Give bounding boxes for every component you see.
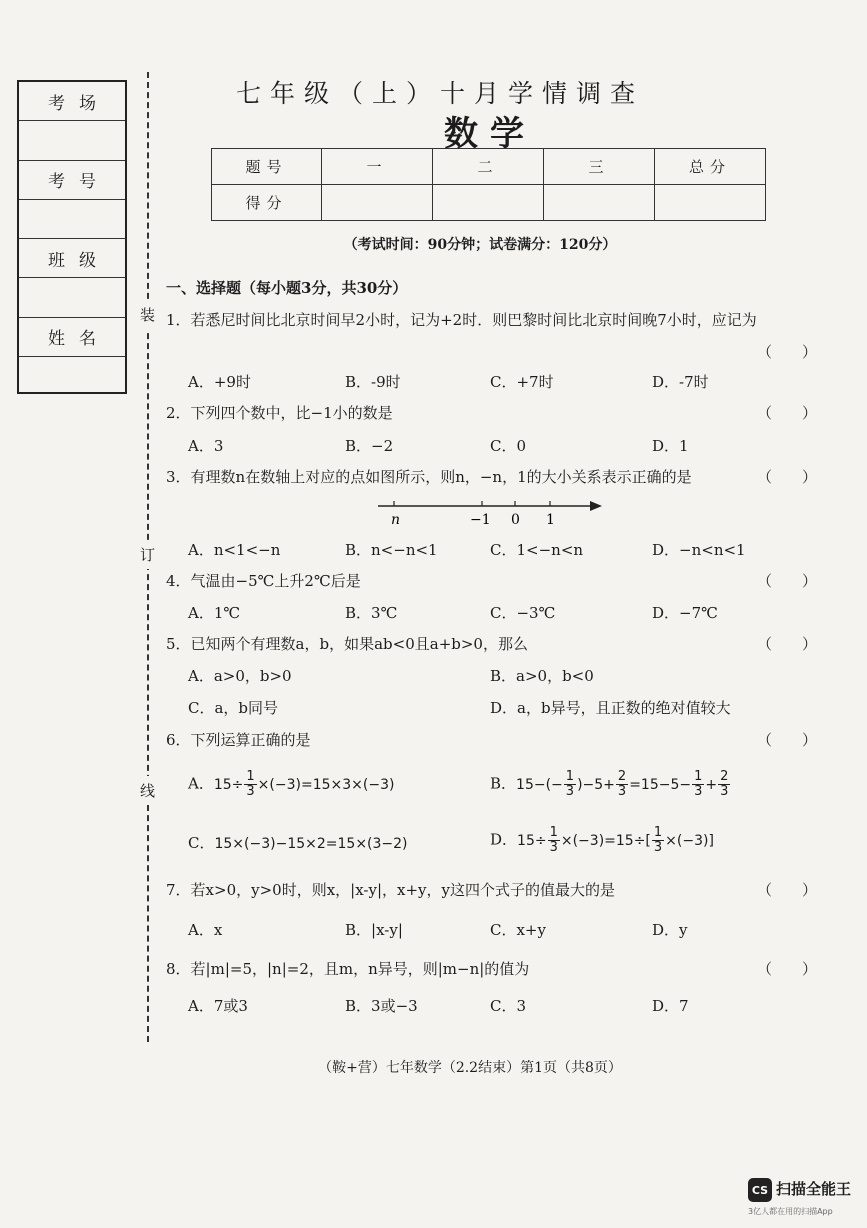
watermark-subtitle: 3亿人都在用的扫描App bbox=[748, 1207, 833, 1216]
option-d: D．7 bbox=[652, 997, 689, 1015]
question-8-text: 8．若|m|=5，|n|=2，且m，n异号，则|m−n|的值为 bbox=[166, 960, 530, 978]
math-expression: 15÷ $\frac{1}{3}$ ×(−3)=15×3×(−3) bbox=[213, 769, 395, 799]
option-c: C．0 bbox=[490, 437, 527, 455]
answer-paren[interactable]: （ ） bbox=[757, 572, 818, 590]
math-expression: 15×(−3)−15×2=15×(3−2) bbox=[214, 836, 408, 852]
number-line-label-0: 0 bbox=[511, 512, 520, 528]
option-d: D．-7时 bbox=[652, 373, 709, 391]
math-expression: 15−(− $\frac{1}{3}$ )−5+ $\frac{2}{3}$ =15−5− $\frac{1}{3}$ + $\frac{2}{3}$ bbox=[516, 769, 729, 799]
score-header-cell: 二 bbox=[433, 149, 544, 185]
option-a: A．3 bbox=[188, 437, 224, 455]
page-footer: （鞍+营）七年数学（2.2结束）第1页（共8页） bbox=[318, 1060, 622, 1076]
option-a bbox=[188, 770, 394, 799]
option-c: C．+7时 bbox=[490, 373, 554, 391]
number-line-figure bbox=[374, 494, 606, 530]
binding-char-zhuang: 装 bbox=[140, 300, 155, 329]
question-5-text: 5．已知两个有理数a，b，如果ab<0且a+b>0，那么 bbox=[166, 635, 528, 653]
section-title: 一、选择题（每小题3分，共30分） bbox=[166, 279, 408, 297]
option-a: A．x bbox=[188, 921, 223, 939]
score-header-cell: 三 bbox=[543, 149, 654, 185]
option-d: D．y bbox=[652, 921, 688, 939]
exam-room-field[interactable] bbox=[19, 121, 125, 160]
option-b: B．a>0，b<0 bbox=[490, 667, 594, 685]
option-d: D．1 bbox=[652, 437, 689, 455]
exam-number-field[interactable] bbox=[19, 200, 125, 239]
answer-paren[interactable]: （ ） bbox=[757, 731, 818, 749]
answer-paren[interactable]: （ ） bbox=[757, 635, 818, 653]
option-b: B．−2 bbox=[345, 437, 394, 455]
option-c: C．3 bbox=[490, 997, 527, 1015]
option-a: A．1℃ bbox=[188, 604, 241, 622]
number-line-label-1: 1 bbox=[546, 512, 555, 528]
answer-paren[interactable]: （ ） bbox=[757, 881, 818, 899]
exam-note: （考试时间：90分钟；试卷满分：120分） bbox=[343, 237, 617, 253]
subject-title: 数学 bbox=[444, 114, 536, 154]
option-letter: D． bbox=[490, 830, 518, 849]
score-table-header-row bbox=[212, 149, 766, 185]
option-c: C．x+y bbox=[490, 921, 546, 939]
option-d: D．−7℃ bbox=[652, 604, 718, 622]
number-line-arrow-icon bbox=[590, 501, 602, 511]
camscanner-logo-icon: CS bbox=[748, 1178, 772, 1202]
answer-paren[interactable]: （ ） bbox=[757, 404, 818, 422]
exam-room-label: 考场 bbox=[19, 82, 125, 121]
binding-char-xian: 线 bbox=[140, 776, 155, 805]
score-input-cell[interactable] bbox=[543, 185, 654, 221]
math-expression: 15÷ $\frac{1}{3}$ ×(−3)=15÷[ $\frac{1}{3}$ ×(−3)] bbox=[517, 825, 714, 855]
question-7-text: 7．若x>0，y>0时，则x，|x-y|，x+y，y这四个式子的值最大的是 bbox=[166, 881, 615, 899]
option-b: B．n<−n<1 bbox=[345, 541, 438, 559]
class-label: 班级 bbox=[19, 239, 125, 278]
option-b: B．-9时 bbox=[345, 373, 401, 391]
option-d: D．−n<n<1 bbox=[652, 541, 746, 559]
option-c: C．−3℃ bbox=[490, 604, 556, 622]
binding-char-ding: 订 bbox=[140, 540, 155, 569]
option-b: B．3或−3 bbox=[345, 997, 418, 1015]
answer-paren[interactable]: （ ） bbox=[757, 343, 818, 361]
question-1-text: 1．若悉尼时间比北京时间早2小时，记为+2时．则巴黎时间比北京时间晚7小时，应记为 bbox=[166, 311, 757, 329]
option-b: B．3℃ bbox=[345, 604, 398, 622]
option-c: C．a，b同号 bbox=[188, 699, 279, 717]
score-input-cell[interactable] bbox=[433, 185, 544, 221]
score-table-score-row bbox=[212, 185, 766, 221]
name-field[interactable] bbox=[19, 357, 125, 396]
score-header-cell: 题号 bbox=[212, 149, 322, 185]
option-c: C．1<−n<n bbox=[490, 541, 584, 559]
answer-paren[interactable]: （ ） bbox=[757, 960, 818, 978]
score-header-cell: 一 bbox=[322, 149, 433, 185]
name-label: 姓名 bbox=[19, 318, 125, 357]
exam-number-label: 考号 bbox=[19, 161, 125, 200]
score-input-cell[interactable] bbox=[654, 185, 765, 221]
question-2-text: 2．下列四个数中，比−1小的数是 bbox=[166, 404, 393, 422]
watermark-title: 扫描全能王 bbox=[776, 1180, 852, 1198]
option-d bbox=[490, 826, 714, 855]
scanner-watermark bbox=[748, 1176, 860, 1220]
question-3-text: 3．有理数n在数轴上对应的点如图所示，则n，−n，1的大小关系表示正确的是 bbox=[166, 468, 692, 486]
answer-paren[interactable]: （ ） bbox=[757, 468, 818, 486]
student-info-box bbox=[17, 80, 127, 394]
option-d: D．a，b异号，且正数的绝对值较大 bbox=[490, 699, 731, 717]
question-4-text: 4．气温由−5℃上升2℃后是 bbox=[166, 572, 361, 590]
score-header-cell: 总分 bbox=[654, 149, 765, 185]
option-b: B．|x-y| bbox=[345, 921, 403, 939]
option-letter: C． bbox=[188, 834, 215, 852]
page-title: 七年级（上）十月学情调查 bbox=[235, 79, 644, 108]
class-field[interactable] bbox=[19, 278, 125, 317]
option-letter: B． bbox=[490, 774, 517, 793]
option-a: A．7或3 bbox=[188, 997, 248, 1015]
number-line-label-neg1: −1 bbox=[470, 512, 491, 528]
score-label-cell: 得分 bbox=[212, 185, 322, 221]
score-table bbox=[211, 148, 766, 221]
option-a: A．a>0，b>0 bbox=[188, 667, 292, 685]
number-line-label-n: n bbox=[391, 512, 401, 528]
option-a: A．n<1<−n bbox=[188, 541, 281, 559]
score-input-cell[interactable] bbox=[322, 185, 433, 221]
option-letter: A． bbox=[188, 774, 214, 793]
option-a: A．+9时 bbox=[188, 373, 251, 391]
question-6-text: 6．下列运算正确的是 bbox=[166, 731, 311, 749]
option-c bbox=[188, 832, 408, 853]
option-b bbox=[490, 770, 731, 799]
